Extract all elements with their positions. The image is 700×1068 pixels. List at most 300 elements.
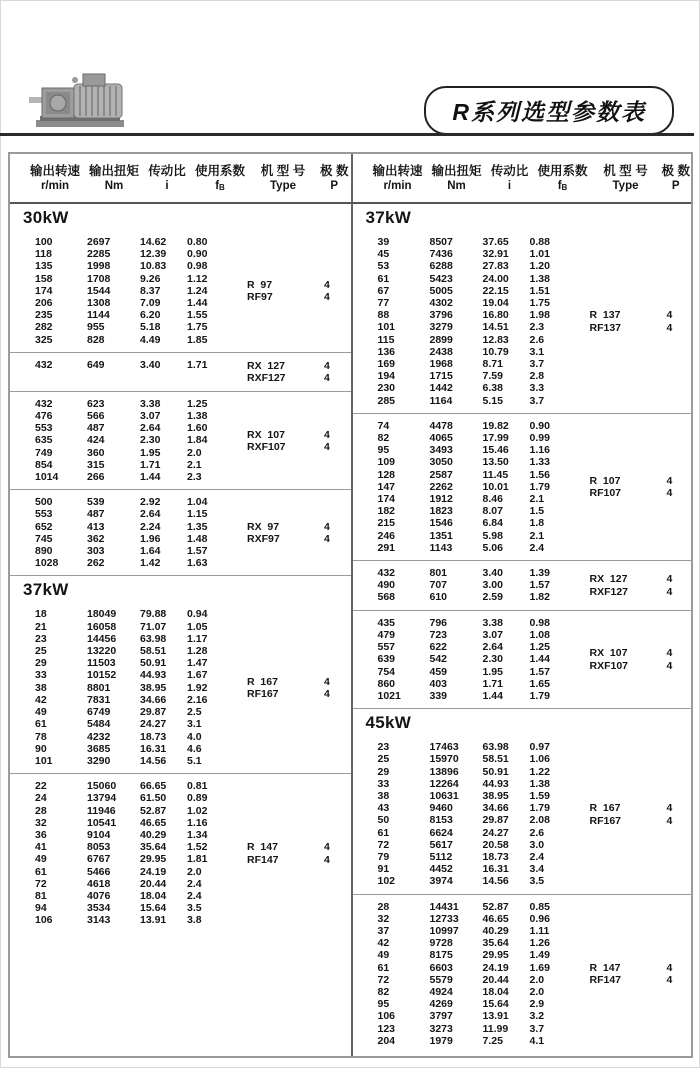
data-block (353, 894, 692, 1053)
ratio-value: 6.84 (482, 517, 503, 530)
table-row (378, 273, 692, 285)
type-label: RF107 (589, 486, 622, 499)
type-poles (247, 279, 330, 303)
torque-value: 1968 (429, 358, 453, 371)
type-label: RXF127 (589, 585, 629, 598)
speed-value: 36 (35, 828, 47, 841)
type-poles (247, 521, 330, 545)
factor-value: 1.79 (529, 480, 550, 493)
ratio-value: 34.66 (140, 693, 167, 706)
speed-value: 91 (377, 863, 390, 876)
factor-value: 1.24 (187, 284, 208, 297)
data-block (353, 735, 692, 893)
data-block (10, 391, 351, 489)
factor-value: 1.71 (187, 358, 208, 371)
torque-value: 1546 (429, 517, 453, 530)
type-poles (590, 647, 673, 671)
table-row (378, 297, 692, 309)
speed-value: 230 (377, 382, 396, 395)
torque-value: 3534 (87, 902, 111, 915)
table-row (35, 459, 351, 471)
speed-value: 147 (377, 480, 396, 493)
factor-value: 1.57 (187, 545, 208, 558)
section-header: 37kW (10, 575, 351, 602)
torque-value: 4924 (429, 985, 453, 998)
torque-value: 542 (429, 653, 448, 666)
factor-value: 1.81 (187, 853, 208, 866)
ratio-value: 9.26 (140, 272, 161, 285)
speed-value: 53 (377, 260, 390, 273)
torque-value: 610 (429, 591, 448, 604)
table-row (378, 863, 692, 875)
ratio-value: 14.56 (482, 875, 509, 888)
table-row (378, 998, 692, 1010)
table-row (35, 780, 351, 792)
header-ratio: 传动比 i (148, 163, 186, 192)
speed-value: 24 (35, 792, 47, 805)
factor-value: 3.2 (529, 1010, 545, 1023)
type-poles (590, 309, 673, 333)
table-row (378, 617, 692, 629)
speed-value: 109 (377, 456, 396, 469)
factor-value: 2.16 (187, 693, 208, 706)
ratio-value: 8.07 (482, 505, 503, 518)
table-row (378, 542, 692, 554)
top-rule (0, 133, 694, 136)
speed-value: 476 (35, 410, 53, 423)
poles-value: 4 (324, 532, 330, 545)
speed-value: 39 (377, 236, 390, 248)
torque-value: 8175 (429, 949, 453, 962)
data-block (10, 602, 351, 773)
factor-value: 0.99 (529, 432, 550, 445)
speed-value: 49 (35, 853, 47, 866)
poles-value: 4 (666, 961, 673, 974)
table-row (378, 901, 692, 913)
torque-value: 828 (87, 333, 105, 346)
torque-value: 10997 (429, 924, 459, 937)
table-row (35, 471, 351, 483)
ratio-value: 46.65 (482, 912, 509, 925)
torque-value: 5484 (87, 718, 111, 731)
factor-value: 2.8 (529, 370, 545, 383)
ratio-value: 16.31 (140, 742, 167, 755)
table-row (378, 1035, 692, 1047)
poles-value: 4 (666, 474, 673, 487)
header-poles: 极 数 P (320, 163, 349, 192)
factor-value: 3.7 (529, 394, 545, 407)
speed-value: 72 (377, 973, 390, 986)
speed-value: 38 (377, 789, 390, 802)
poles-value: 4 (324, 371, 330, 384)
ratio-value: 1.44 (482, 689, 503, 702)
data-block (353, 413, 692, 560)
torque-value: 4452 (429, 863, 453, 876)
factor-value: 1.08 (529, 628, 550, 641)
speed-value: 72 (35, 877, 47, 890)
torque-value: 262 (87, 557, 105, 570)
ratio-value: 40.29 (482, 924, 509, 937)
torque-value: 11503 (87, 657, 116, 670)
table-row (35, 248, 351, 260)
speed-value: 29 (377, 765, 390, 778)
table-row (35, 508, 351, 520)
ratio-value: 29.87 (482, 814, 509, 827)
ratio-value: 14.62 (140, 236, 167, 248)
ratio-value: 16.80 (482, 309, 509, 322)
torque-value: 723 (429, 628, 448, 641)
speed-value: 38 (35, 681, 47, 694)
factor-value: 1.25 (187, 397, 208, 410)
factor-value: 1.05 (187, 620, 208, 633)
factor-value: 1.11 (529, 924, 550, 937)
factor-value: 1.47 (187, 657, 208, 670)
torque-value: 3974 (429, 875, 453, 888)
factor-value: 2.6 (529, 333, 545, 346)
factor-value: 1.35 (187, 520, 208, 533)
ratio-value: 2.59 (482, 591, 503, 604)
table-row (35, 755, 351, 767)
table-row (35, 817, 351, 829)
factor-value: 1.92 (187, 681, 208, 694)
speed-value: 158 (35, 272, 53, 285)
title-badge (424, 86, 674, 135)
ratio-value: 12.83 (482, 333, 509, 346)
ratio-value: 1.42 (140, 557, 161, 570)
poles-value: 4 (666, 486, 673, 499)
table-row (35, 633, 351, 645)
table-row (378, 741, 692, 753)
data-block (10, 773, 351, 932)
table-row (378, 248, 692, 260)
factor-value: 1.57 (529, 579, 550, 592)
speed-value: 432 (35, 397, 53, 410)
speed-value: 500 (35, 496, 53, 509)
table-row (378, 432, 692, 444)
table-row (378, 766, 692, 778)
factor-value: 1.63 (187, 557, 208, 570)
torque-value: 2285 (87, 248, 111, 261)
factor-value: 2.0 (529, 973, 545, 986)
factor-value: 0.90 (529, 419, 550, 432)
ratio-value: 18.73 (482, 850, 509, 863)
speed-value: 49 (377, 949, 390, 962)
data-block (10, 230, 351, 352)
factor-value: 3.5 (187, 902, 202, 915)
table-header-right (351, 154, 692, 204)
data-block (353, 610, 692, 708)
header-speed: 输出转速 r/min (29, 163, 80, 192)
torque-value: 11946 (87, 804, 116, 817)
torque-value: 1308 (87, 297, 111, 310)
table-row (378, 629, 692, 641)
table-row (378, 395, 692, 407)
poles-value: 4 (324, 853, 330, 866)
torque-value: 1144 (87, 309, 110, 322)
table-row (35, 621, 351, 633)
speed-value: 33 (35, 669, 47, 682)
ratio-value: 24.19 (482, 961, 509, 974)
speed-value: 90 (35, 742, 47, 755)
table-row (378, 370, 692, 382)
type-poles (247, 428, 330, 452)
speed-value: 490 (377, 579, 396, 592)
speed-value: 79 (377, 850, 390, 863)
torque-value: 6288 (429, 260, 453, 273)
data-block (353, 230, 692, 413)
speed-value: 135 (35, 260, 53, 273)
factor-value: 1.12 (187, 272, 208, 285)
header-factor: 使用系数 fB (537, 163, 588, 192)
table-row (378, 1023, 692, 1035)
header-torque: 输出扭矩 Nm (431, 163, 482, 192)
header-torque: 输出扭矩 Nm (88, 163, 139, 192)
poles-value: 4 (666, 309, 673, 322)
header-speed: 输出转速 r/min (372, 163, 423, 192)
torque-value: 13896 (429, 765, 459, 778)
torque-value: 566 (87, 410, 105, 423)
torque-value: 6749 (87, 706, 111, 719)
type-poles (590, 802, 673, 826)
factor-value: 1.20 (529, 260, 550, 273)
ratio-value: 18.73 (140, 730, 167, 743)
factor-value: 5.1 (187, 754, 202, 767)
speed-value: 123 (377, 1022, 396, 1035)
factor-value: 1.98 (529, 309, 550, 322)
ratio-value: 7.09 (140, 297, 161, 310)
factor-value: 4.6 (187, 742, 202, 755)
ratio-value: 29.87 (140, 706, 167, 719)
ratio-value: 2.30 (482, 653, 503, 666)
table-row (35, 236, 351, 248)
speed-value: 21 (35, 620, 47, 633)
factor-value: 1.85 (187, 333, 208, 346)
torque-value: 339 (429, 689, 448, 702)
type-poles (590, 962, 673, 986)
speed-value: 432 (35, 358, 53, 371)
table-row (378, 444, 692, 456)
ratio-value: 27.83 (482, 260, 509, 273)
type-label: R 137 (589, 309, 621, 322)
torque-value: 1715 (429, 370, 453, 383)
table-row (35, 718, 351, 730)
factor-value: 1.59 (529, 789, 550, 802)
speed-value: 23 (377, 741, 390, 754)
speed-value: 1028 (35, 557, 59, 570)
speed-value: 49 (35, 706, 47, 719)
torque-value: 1164 (429, 394, 453, 407)
speed-value: 101 (377, 321, 396, 334)
factor-value: 1.49 (529, 949, 550, 962)
ratio-value: 18.04 (140, 889, 167, 902)
factor-value: 0.85 (529, 900, 550, 913)
speed-value: 194 (377, 370, 396, 383)
poles-value: 4 (666, 814, 673, 827)
ratio-value: 50.91 (140, 657, 167, 670)
factor-value: 1.65 (529, 677, 550, 690)
poles-value: 4 (324, 290, 330, 303)
torque-value: 459 (429, 665, 448, 678)
poles-value: 4 (324, 428, 330, 441)
ratio-value: 5.06 (482, 541, 503, 554)
table-row (378, 949, 692, 961)
speed-value: 754 (377, 665, 396, 678)
torque-value: 10152 (87, 669, 117, 682)
factor-value: 2.9 (529, 998, 545, 1011)
table-row (35, 496, 351, 508)
ratio-value: 13.91 (482, 1010, 509, 1023)
torque-value: 5617 (429, 838, 453, 851)
speed-value: 745 (35, 532, 53, 545)
speed-value: 18 (35, 608, 47, 621)
ratio-value: 24.27 (140, 718, 167, 731)
ratio-value: 19.82 (482, 419, 509, 432)
speed-value: 890 (35, 545, 53, 558)
speed-value: 25 (377, 753, 390, 766)
factor-value: 2.1 (529, 493, 545, 506)
poles-value: 4 (666, 647, 673, 660)
ratio-value: 1.95 (482, 665, 503, 678)
section-header: 45kW (353, 708, 692, 735)
table-row (35, 557, 351, 569)
table-row (35, 321, 351, 333)
torque-value: 487 (87, 508, 105, 521)
ratio-value: 3.40 (140, 358, 161, 371)
page-title: R系列选型参数表 (452, 99, 646, 125)
ratio-value: 19.04 (482, 297, 509, 310)
ratio-value: 10.79 (482, 345, 509, 358)
factor-value: 0.90 (187, 248, 208, 261)
factor-value: 2.0 (187, 865, 202, 878)
speed-value: 32 (35, 816, 47, 829)
torque-value: 6624 (429, 826, 453, 839)
table-row (35, 743, 351, 755)
factor-value: 1.44 (529, 653, 550, 666)
torque-value: 4269 (429, 998, 453, 1011)
ratio-value: 71.07 (140, 620, 167, 633)
torque-value: 315 (87, 458, 105, 471)
poles-value: 4 (666, 573, 673, 586)
ratio-value: 10.01 (482, 480, 509, 493)
torque-value: 801 (429, 567, 448, 580)
factor-value: 2.4 (187, 889, 202, 902)
ratio-value: 52.87 (482, 900, 509, 913)
speed-value: 106 (377, 1010, 396, 1023)
torque-value: 3493 (429, 444, 453, 457)
torque-value: 3050 (429, 456, 453, 469)
speed-value: 568 (377, 591, 396, 604)
factor-value: 1.04 (187, 496, 208, 509)
ratio-value: 6.38 (482, 382, 503, 395)
speed-value: 479 (377, 628, 396, 641)
ratio-value: 40.29 (140, 828, 167, 841)
ratio-value: 63.98 (482, 741, 509, 754)
factor-value: 1.38 (529, 777, 550, 790)
ratio-value: 2.64 (140, 422, 161, 435)
torque-value: 1143 (429, 541, 453, 554)
speed-value: 28 (35, 804, 47, 817)
ratio-value: 1.44 (140, 471, 161, 484)
factor-value: 1.15 (187, 508, 208, 521)
ratio-value: 3.00 (482, 579, 503, 592)
type-label: RF147 (589, 973, 622, 986)
factor-value: 1.39 (529, 567, 550, 580)
factor-value: 3.7 (529, 1022, 545, 1035)
ratio-value: 5.98 (482, 529, 503, 542)
factor-value: 1.48 (187, 532, 208, 545)
torque-value: 17463 (429, 741, 459, 754)
torque-value: 622 (429, 641, 448, 654)
poles-value: 4 (324, 687, 330, 700)
speed-value: 61 (377, 272, 390, 285)
ratio-value: 37.65 (482, 236, 509, 248)
table-row (35, 398, 351, 410)
poles-value: 4 (324, 278, 330, 291)
torque-value: 4618 (87, 877, 111, 890)
type-label: R 147 (247, 841, 278, 854)
torque-value: 7831 (87, 693, 111, 706)
speed-value: 42 (35, 693, 47, 706)
ratio-value: 1.71 (482, 677, 503, 690)
speed-value: 37 (377, 924, 390, 937)
factor-value: 1.51 (529, 284, 550, 297)
speed-value: 652 (35, 520, 53, 533)
speed-value: 61 (35, 865, 47, 878)
table-row (35, 902, 351, 914)
table-left-column (10, 204, 351, 1056)
torque-value: 14431 (429, 900, 459, 913)
table-row (35, 645, 351, 657)
torque-value: 3290 (87, 754, 111, 767)
speed-value: 118 (35, 248, 52, 261)
type-label: R 97 (247, 278, 273, 291)
speed-value: 25 (35, 645, 47, 658)
table-row (378, 420, 692, 432)
ratio-value: 35.64 (140, 841, 167, 854)
speed-value: 639 (377, 653, 396, 666)
type-label: RX 127 (589, 573, 628, 586)
ratio-value: 66.65 (140, 780, 167, 793)
speed-value: 174 (377, 493, 396, 506)
factor-value: 2.4 (529, 541, 545, 554)
ratio-value: 3.07 (482, 628, 503, 641)
torque-value: 3796 (429, 309, 453, 322)
table-row (378, 505, 692, 517)
factor-value: 2.6 (529, 826, 545, 839)
table-row (378, 839, 692, 851)
factor-value: 1.75 (187, 321, 208, 334)
speed-value: 553 (35, 422, 53, 435)
ratio-value: 8.46 (482, 493, 503, 506)
torque-value: 6767 (87, 853, 111, 866)
ratio-value: 44.93 (140, 669, 167, 682)
ratio-value: 7.59 (482, 370, 503, 383)
ratio-value: 13.91 (140, 914, 167, 927)
speed-value: 78 (35, 730, 47, 743)
table-row (35, 914, 351, 926)
speed-value: 82 (377, 432, 390, 445)
table-row (378, 334, 692, 346)
factor-value: 2.3 (529, 321, 545, 334)
ratio-value: 2.30 (140, 434, 161, 447)
table-row (378, 382, 692, 394)
ratio-value: 20.44 (482, 973, 509, 986)
data-block (353, 560, 692, 610)
table-row (378, 778, 692, 790)
speed-value: 854 (35, 458, 53, 471)
torque-value: 15970 (429, 753, 459, 766)
header-factor: 使用系数 fB (194, 163, 245, 192)
